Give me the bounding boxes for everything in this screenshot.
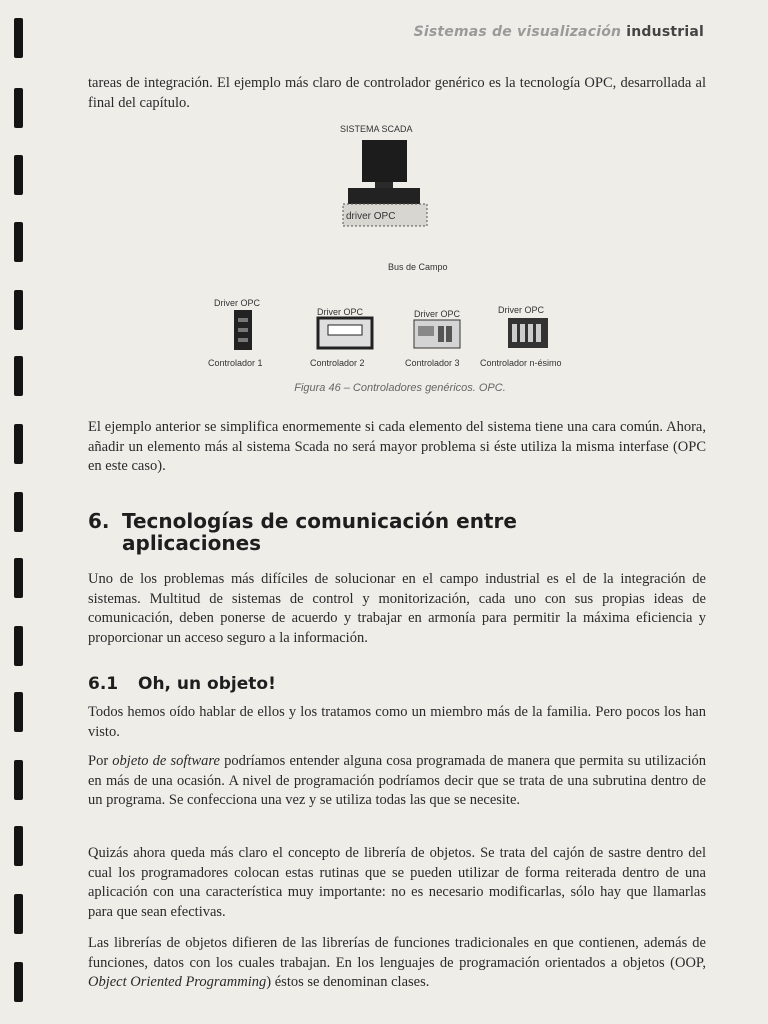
subsection-paragraph-2 bbox=[88, 752, 706, 811]
subsection-number: 6.1 bbox=[88, 674, 119, 694]
section-paragraph: Uno de los problemas más difíciles de solucionar en el campo industrial es el de la integración de sistemas. Multitud de sistemas de control y monitorización, cada uno con sus propias ideas de comunicación, deben ponerse de acuerdo y trabajar en armonía para permitir la máxima eficiencia y proporcionar un acceso seguro a la información. bbox=[88, 571, 706, 646]
scada-cpu bbox=[348, 188, 420, 204]
binding-hole bbox=[14, 88, 23, 128]
controller-1-name: Controlador 1 bbox=[208, 358, 263, 368]
binding-hole bbox=[14, 894, 23, 934]
binding-hole bbox=[14, 492, 23, 532]
subsection-title: Oh, un objeto! bbox=[138, 674, 276, 694]
controller-n-driver: Driver OPC bbox=[498, 305, 545, 315]
bus-label: Bus de Campo bbox=[388, 262, 448, 272]
binding-hole bbox=[14, 18, 23, 58]
controller-1-driver: Driver OPC bbox=[214, 298, 261, 308]
binding-hole bbox=[14, 962, 23, 1002]
section-heading bbox=[88, 510, 517, 554]
subsection-paragraph-4 bbox=[88, 934, 706, 993]
driver-label: driver OPC bbox=[346, 211, 396, 222]
section-number: 6. bbox=[88, 509, 110, 533]
controller-n-name: Controlador n-ésimo bbox=[480, 358, 562, 368]
figure-caption: Figura 46 – Controladores genéricos. OPC. bbox=[294, 382, 506, 394]
scada-monitor bbox=[362, 140, 407, 182]
p4-text-b: ) éstos se denominan clases. bbox=[266, 974, 430, 990]
running-header bbox=[414, 24, 704, 40]
binding-hole bbox=[14, 424, 23, 464]
subsection-paragraph-1: Todos hemos oído hablar de ellos y los tratamos como un miembro más de la familia. Pero pocos los han visto. bbox=[88, 704, 706, 740]
spiral-binding bbox=[14, 0, 28, 1024]
section-title-line1: Tecnologías de comunicación entre bbox=[122, 509, 517, 533]
scada-label: SISTEMA SCADA bbox=[340, 124, 413, 134]
binding-hole bbox=[14, 626, 23, 666]
binding-hole bbox=[14, 558, 23, 598]
section-title-line2: aplicaciones bbox=[122, 531, 262, 555]
p2-text-a: Por bbox=[88, 753, 113, 769]
running-header-bold: industrial bbox=[626, 24, 704, 40]
p2-emphasis: objeto de software bbox=[112, 753, 220, 769]
p2-text-b: podríamos entender alguna cosa programada de manera que permita su utilización en más de una ocasión. A nivel de programación podríamos decir que se trata de una subrutina dentro de un programa. Se confecciona una vez y se utiliza todas las que se necesite. bbox=[88, 753, 706, 808]
binding-hole bbox=[14, 222, 23, 262]
subsection-heading bbox=[88, 674, 276, 694]
figure-opc bbox=[200, 118, 600, 408]
figure-drawing bbox=[200, 118, 600, 378]
binding-hole bbox=[14, 760, 23, 800]
binding-hole bbox=[14, 356, 23, 396]
binding-hole bbox=[14, 290, 23, 330]
p4-emphasis: Object Oriented Programming bbox=[88, 974, 267, 990]
binding-hole bbox=[14, 826, 23, 866]
controller-2-name: Controlador 2 bbox=[310, 358, 365, 368]
controller-3-driver: Driver OPC bbox=[414, 309, 461, 319]
binding-hole bbox=[14, 692, 23, 732]
subsection-paragraph-3: Quizás ahora queda más claro el concepto de librería de objetos. Se trata del cajón de sastre dentro del cual los programadores colocan estas rutinas que se pueden utilizar de forma reiterada dentro de una aplicación con una característica muy importante: no es necesario modificarlas, sólo hay que llamarlas para que sean efectivas. bbox=[88, 845, 706, 920]
controller-2-driver: Driver OPC bbox=[317, 307, 364, 317]
p4-text-a: Las librerías de objetos difieren de las librerías de funciones tradicionales en que contienen, además de funciones, datos con los cuales trabajan. En los lenguajes de programación orientados a objetos (OOP, bbox=[88, 935, 706, 971]
running-header-light: Sistemas de visualización bbox=[413, 24, 622, 40]
intro-paragraph: tareas de integración. El ejemplo más claro de controlador genérico es la tecnología OPC, desarrollada al final del capítulo. bbox=[88, 75, 706, 111]
paragraph-after-figure: El ejemplo anterior se simplifica enormemente si cada elemento del sistema tiene una cara común. Ahora, añadir un elemento más al sistema Scada no será mayor problema si éste utiliza la misma interfase (OPC en este caso). bbox=[88, 419, 706, 474]
controller-3-name: Controlador 3 bbox=[405, 358, 460, 368]
binding-hole bbox=[14, 155, 23, 195]
